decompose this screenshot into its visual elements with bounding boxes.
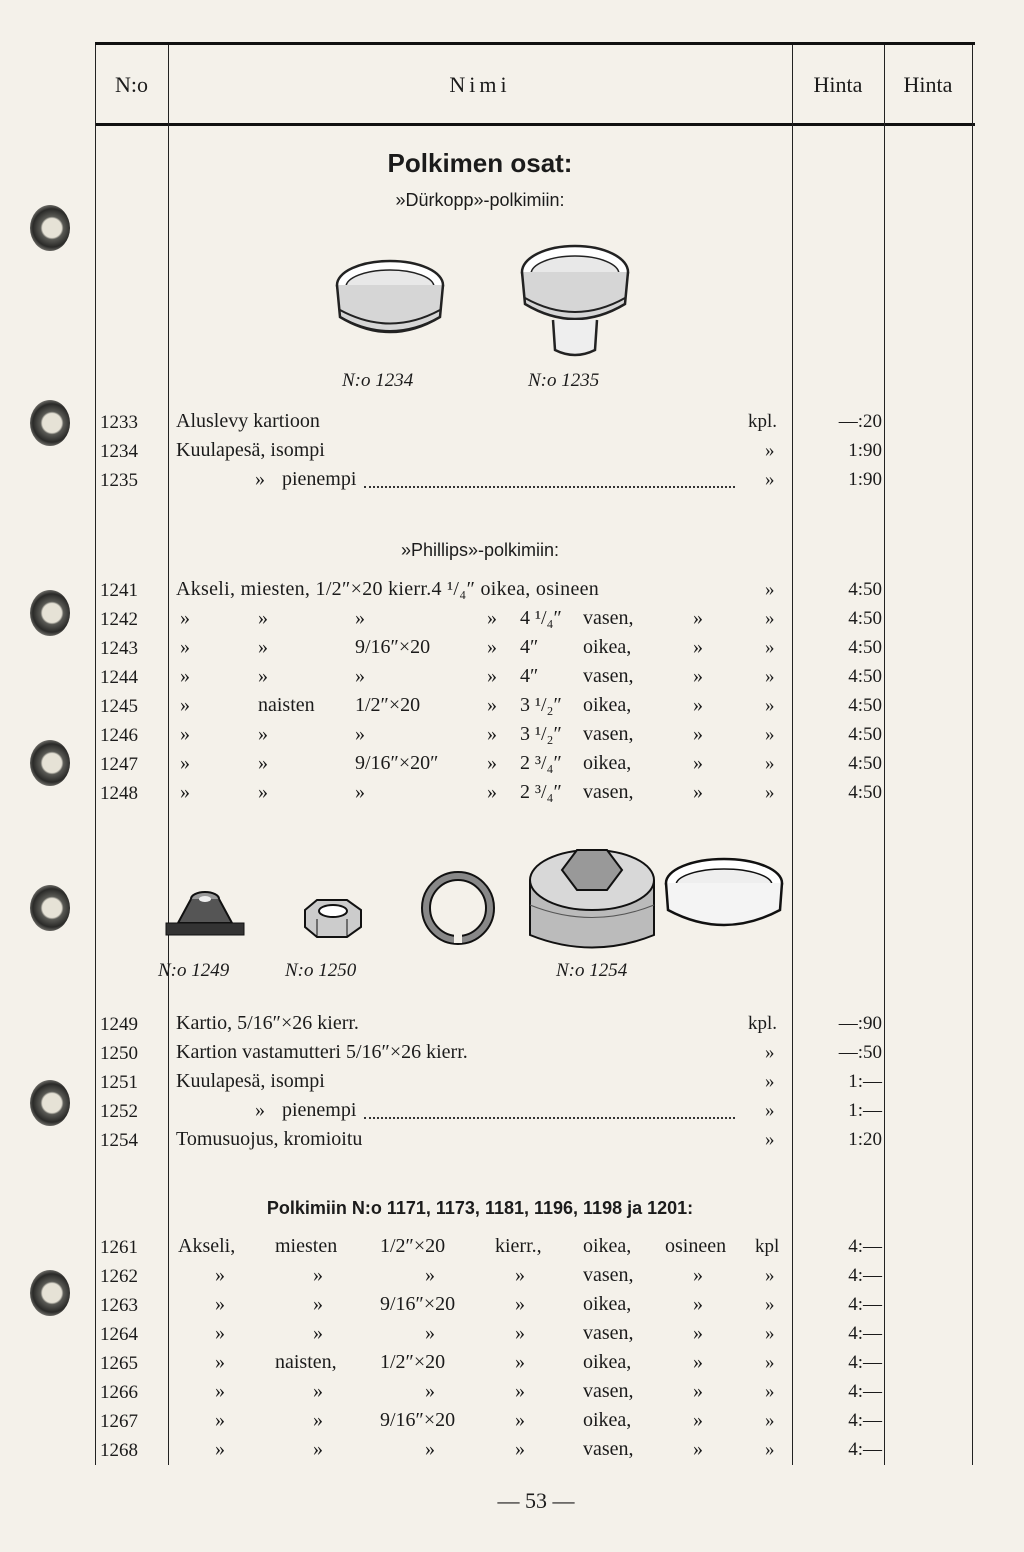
item-number: 1262 [100,1266,138,1287]
washer-illustration [418,868,498,948]
item-number: 1250 [100,1043,138,1064]
item-cell-c1: » [180,694,190,716]
item-cell-c1: » [180,636,190,658]
item-cell-c4: » [487,694,497,716]
ball-cup-illustration [662,855,787,940]
item-number: 1251 [100,1072,138,1093]
item-cell-c7: » [693,752,703,774]
caption-1249: N:o 1249 [158,960,230,981]
cone-cup-1235-illustration [515,240,635,365]
item-cell-c1: » [180,781,190,803]
item-cell-c5: 4″ [520,665,539,687]
item-number: 1254 [100,1130,138,1151]
item-price: 1:— [848,1100,882,1121]
header-name: Nimi [449,72,511,97]
item-unit: » [765,1042,775,1063]
item-cell-c3: » [425,1380,435,1402]
item-number: 1247 [100,754,138,775]
item-unit: » [765,1100,775,1121]
item-cell-c4: » [487,665,497,687]
item-cell-c2: » [313,1264,323,1286]
binder-hole [30,885,70,931]
item-cell-c1: » [215,1264,225,1286]
item-cell-c4: » [515,1351,525,1373]
item-name: Akseli, miesten, 1/2″×20 kierr.4 ¹/₄″ oikea, osineen [176,578,600,600]
item-number: 1249 [100,1014,138,1035]
item-cell-c7: » [693,1293,703,1315]
caption-1254: N:o 1254 [556,960,628,981]
item-cell-c5: 2 ³/₄″ [520,752,562,774]
item-price: 1:— [848,1071,882,1092]
caption-1250: N:o 1250 [285,960,357,981]
item-cell-c2: miesten [275,1235,338,1257]
item-cell-c3: 1/2″×20 [380,1235,446,1257]
item-cell-c4: » [515,1438,525,1460]
item-unit: kpl. [748,1013,778,1034]
item-cell-c5: 3 ¹/₂″ [520,694,562,716]
item-cell-c4: » [515,1409,525,1431]
item-unit: » [765,579,775,600]
item-unit: » [765,1129,775,1150]
item-cell-c6: oikea, [583,636,632,658]
item-price: 4:— [848,1381,882,1402]
item-cell-c6: vasen, [583,1380,634,1402]
column-line [884,45,885,1465]
item-cell-c1: » [180,607,190,629]
item-unit: » [765,637,775,658]
caption-1234: N:o 1234 [342,370,414,391]
item-cell-c2: » [313,1293,323,1315]
binder-hole [30,1080,70,1126]
item-cell-c1: » [180,665,190,687]
item-price: 4:— [848,1439,882,1460]
item-number: 1263 [100,1295,138,1316]
item-cell-c6: oikea, [583,1235,632,1257]
item-cell-c6: oikea, [583,694,632,716]
item-cell-c2: » [313,1380,323,1402]
item-cell-c1: » [215,1380,225,1402]
item-cell-c7: » [693,1351,703,1373]
item-cell-c2: naisten [258,694,315,716]
item-unit: » [765,1352,775,1373]
item-cell-c3: » [355,665,365,687]
dust-cap-1254-illustration [522,835,662,960]
item-number: 1243 [100,638,138,659]
item-cell-c2: » [313,1322,323,1344]
item-cell-c3: 9/16″×20 [380,1293,456,1315]
leader-dots [364,484,735,488]
item-number: 1242 [100,609,138,630]
item-cell-c3: » [425,1438,435,1460]
item-cell-c7: osineen [665,1235,727,1257]
item-unit: » [765,782,775,803]
item-unit: » [765,1323,775,1344]
item-number: 1264 [100,1324,138,1345]
item-unit: » [765,666,775,687]
item-cell-c6: oikea, [583,752,632,774]
item-cell-c7: » [693,636,703,658]
item-cell-c2: » [258,752,268,774]
item-cell-c7: » [693,665,703,687]
item-cell-c4: » [515,1293,525,1315]
item-number: 1261 [100,1237,138,1258]
item-name: Aluslevy kartioon [176,410,320,432]
item-price: 4:— [848,1410,882,1431]
item-cell-c2: » [258,665,268,687]
item-price: 4:— [848,1352,882,1373]
item-cell-c7: » [693,1409,703,1431]
item-cell-c6: vasen, [583,665,634,687]
locknut-1250-illustration [295,895,370,945]
item-unit: » [765,1265,775,1286]
item-cell-c7: » [693,1380,703,1402]
item-cell-c6: vasen, [583,1438,634,1460]
item-cell-c1: » [215,1293,225,1315]
item-cell-c7: » [693,1264,703,1286]
item-cell-c4: » [515,1264,525,1286]
item-cell-c1: » [215,1351,225,1373]
item-cell-c3: » [355,723,365,745]
item-price: 4:50 [848,782,882,803]
item-cell-c4: » [487,723,497,745]
page-title: Polkimen osat: [387,148,573,178]
item-cell-c3: » [425,1322,435,1344]
cone-1249-illustration [160,885,250,945]
item-cell-c5: 4 ¹/₄″ [520,607,562,629]
item-cell-c7: » [693,723,703,745]
item-price: 1:90 [848,469,882,490]
item-cell-c2: » [258,723,268,745]
item-cell-c6: vasen, [583,1322,634,1344]
item-name: Tomusuojus, kromioitu [176,1128,363,1150]
item-cell-c1: » [215,1409,225,1431]
item-price: 4:50 [848,579,882,600]
item-unit: » [765,695,775,716]
item-price: 4:50 [848,608,882,629]
item-cell-c3: 1/2″×20 [380,1351,446,1373]
section-title-pedals: Polkimiin N:o 1171, 1173, 1181, 1196, 1198 ja 1201: [266,1198,694,1218]
item-cell-c4: » [515,1322,525,1344]
item-unit: » [765,753,775,774]
item-cell-c1: Akseli, [178,1235,236,1257]
item-cell-c3: 9/16″×20 [380,1409,456,1431]
item-price: —:50 [838,1042,882,1063]
section-title-phillips: »Phillips»-polkimiin: [400,540,560,560]
item-cell-c2: naisten, [275,1351,337,1373]
item-name: Kartio, 5/16″×26 kierr. [176,1012,359,1034]
item-number: 1246 [100,725,138,746]
item-price: 4:50 [848,695,882,716]
item-cell-c7: » [693,694,703,716]
column-line [95,45,96,1465]
item-cell-c5: 2 ³/₄″ [520,781,562,803]
item-cell-c7: » [693,1322,703,1344]
item-cell-c6: vasen, [583,1264,634,1286]
item-cell-c3: » [355,607,365,629]
item-number: 1233 [100,412,138,433]
item-number: 1252 [100,1101,138,1122]
item-number: 1268 [100,1440,138,1461]
top-rule [95,42,975,45]
item-unit: » [765,1071,775,1092]
item-cell-c4: » [515,1380,525,1402]
binder-hole [30,400,70,446]
item-cell-c2: » [313,1438,323,1460]
item-price: 4:— [848,1265,882,1286]
binder-hole [30,1270,70,1316]
item-cell-c6: oikea, [583,1351,632,1373]
item-cell-c1: » [180,723,190,745]
item-unit: » [765,1294,775,1315]
item-number: 1234 [100,441,138,462]
item-cell-c6: vasen, [583,723,634,745]
item-price: 1:90 [848,440,882,461]
cone-cup-1234-illustration [330,255,450,355]
binder-hole [30,740,70,786]
item-price: 4:50 [848,753,882,774]
leader-dots [364,1115,735,1119]
item-price: 4:— [848,1236,882,1257]
item-number: 1244 [100,667,138,688]
header-price-1: Hinta [813,72,863,97]
item-cell-c3: 1/2″×20 [355,694,421,716]
item-cell-c7: » [693,607,703,629]
item-cell-c4: kierr., [495,1235,542,1257]
item-unit: » [765,440,775,461]
item-price: 4:— [848,1294,882,1315]
item-unit: » [765,724,775,745]
item-price: 4:50 [848,637,882,658]
item-unit: » [765,1439,775,1460]
item-cell-c6: oikea, [583,1409,632,1431]
item-price: 4:50 [848,666,882,687]
item-cell-c2: » [258,781,268,803]
item-price: 4:50 [848,724,882,745]
item-cell-c4: » [487,607,497,629]
item-unit: » [765,469,775,490]
item-cell-c1: » [180,752,190,774]
item-number: 1266 [100,1382,138,1403]
item-cell-c5: 4″ [520,636,539,658]
item-number: 1235 [100,470,138,491]
item-cell-c4: » [487,636,497,658]
item-cell-c2: » [313,1409,323,1431]
item-cell-c3: » [425,1264,435,1286]
item-cell-c6: vasen, [583,781,634,803]
item-name: » pienempi [255,1099,357,1121]
section-title-durkopp: »Dürkopp»-polkimiin: [395,190,565,210]
item-price: 4:— [848,1323,882,1344]
item-price: 1:20 [848,1129,882,1150]
item-number: 1248 [100,783,138,804]
item-cell-c4: » [487,752,497,774]
item-number: 1267 [100,1411,138,1432]
item-price: —:90 [838,1013,882,1034]
item-cell-c3: 9/16″×20 [355,636,431,658]
item-number: 1265 [100,1353,138,1374]
item-cell-c7: » [693,781,703,803]
item-cell-c3: 9/16″×20″ [355,752,439,774]
item-cell-c6: oikea, [583,1293,632,1315]
item-cell-c1: » [215,1438,225,1460]
item-cell-c1: » [215,1322,225,1344]
page-number: — 53 — [497,1488,575,1513]
item-name: Kuulapesä, isompi [176,1070,325,1092]
header-number: N:o [115,72,148,97]
item-unit: kpl. [748,411,778,432]
column-line [168,45,169,1465]
item-cell-c3: » [355,781,365,803]
header-rule [95,123,975,126]
item-cell-c6: vasen, [583,607,634,629]
binder-hole [30,205,70,251]
item-number: 1241 [100,580,138,601]
binder-hole [30,590,70,636]
item-unit: » [765,1410,775,1431]
item-price: —:20 [838,411,882,432]
item-unit: » [765,608,775,629]
column-line [972,45,973,1465]
caption-1235: N:o 1235 [528,370,600,391]
item-cell-c7: » [693,1438,703,1460]
item-cell-c2: » [258,607,268,629]
item-unit: kpl [755,1236,780,1257]
item-cell-c5: 3 ¹/₂″ [520,723,562,745]
item-cell-c2: » [258,636,268,658]
item-cell-c4: » [487,781,497,803]
item-unit: » [765,1381,775,1402]
item-name: Kartion vastamutteri 5/16″×26 kierr. [176,1041,468,1063]
header-price-2: Hinta [903,72,953,97]
item-number: 1245 [100,696,138,717]
item-name: Kuulapesä, isompi [176,439,325,461]
item-name: » pienempi [255,468,357,490]
